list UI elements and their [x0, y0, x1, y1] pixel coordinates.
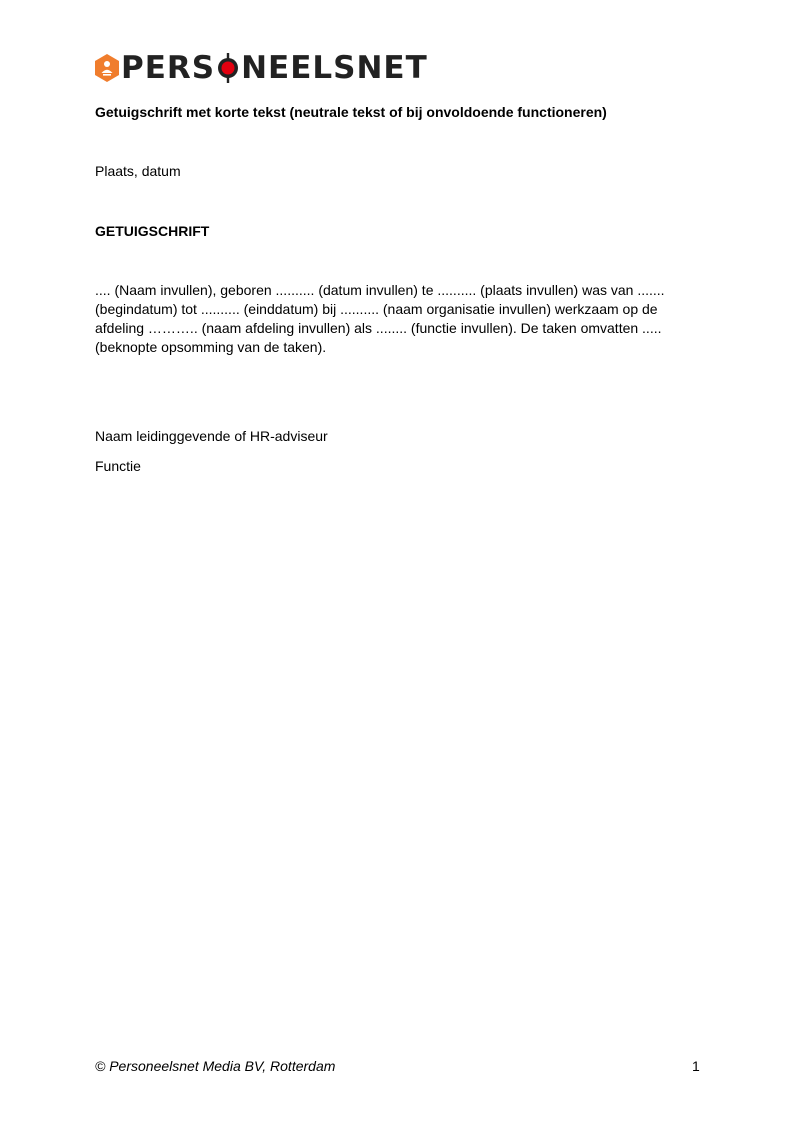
page-number: 1 — [692, 1058, 700, 1074]
body-paragraph — [95, 281, 705, 357]
logo-text-end: NEELSNET — [241, 50, 428, 86]
body-line: (beknopte opsomming van de taken). — [95, 339, 327, 355]
body-line: afdeling ……….. (naam afdeling invullen) als ........ (functie invullen). De taken omvatten ..... — [95, 320, 662, 336]
body-line: (begindatum) tot .......... (einddatum) bij .......... (naam organisatie invullen) werkzaam op de — [95, 301, 658, 317]
logo-wordmark — [121, 50, 428, 86]
hexagon-person-icon — [95, 54, 119, 82]
target-o-icon — [216, 53, 240, 83]
logo-text-start: PERS — [121, 50, 216, 86]
document-title: Getuigschrift met korte tekst (neutrale tekst of bij onvoldoende functioneren) — [95, 104, 607, 120]
place-date-line: Plaats, datum — [95, 163, 181, 179]
signatory-role: Functie — [95, 458, 141, 474]
document-heading: GETUIGSCHRIFT — [95, 223, 210, 239]
body-line: .... (Naam invullen), geboren .......... (datum invullen) te .......... (plaats invullen) was van ....... — [95, 282, 665, 298]
signatory-name: Naam leidinggevende of HR-adviseur — [95, 428, 328, 444]
footer-copyright: © Personeelsnet Media BV, Rotterdam — [95, 1058, 336, 1074]
personeelsnet-logo — [95, 50, 428, 86]
